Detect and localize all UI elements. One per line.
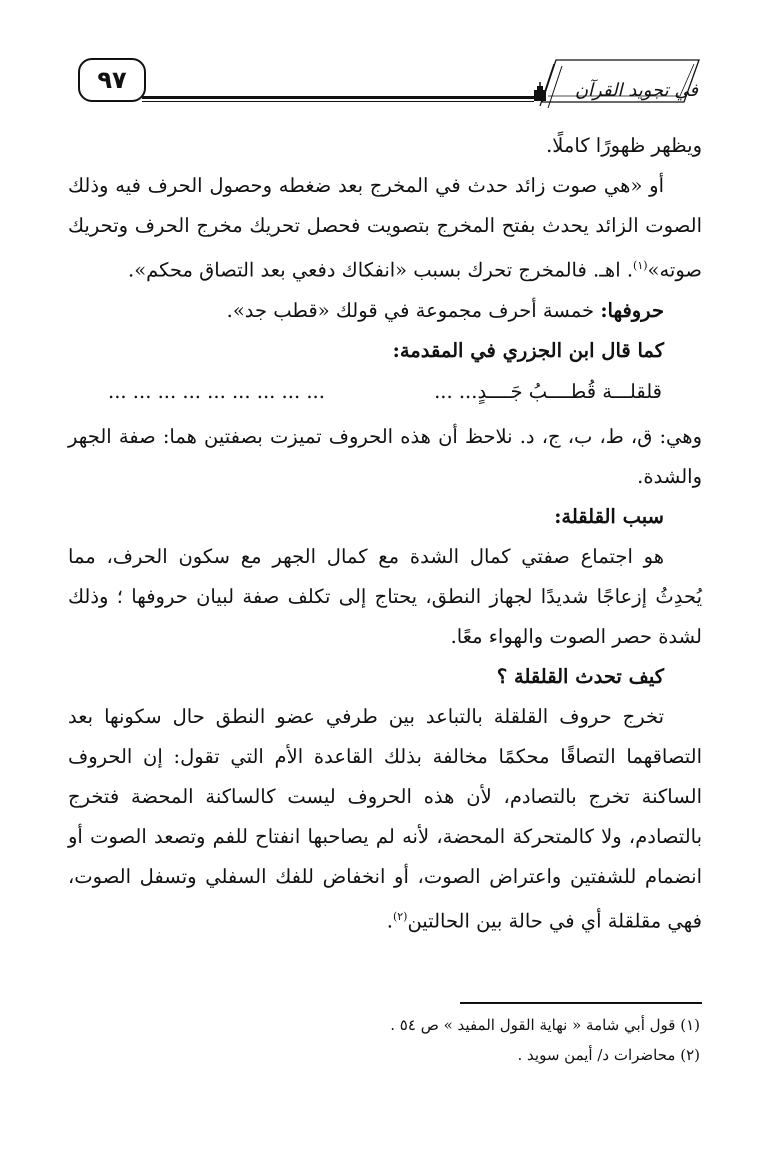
verse-hemistich-right: قلقلـــة قُطــــبُ جَــــدٍ... ... [434, 379, 662, 403]
page-number: ٩٧ [97, 66, 127, 94]
letters-label: حروفها: [600, 298, 664, 322]
text-span: . اهـ. فالمخرج تحرك بسبب «انفكاك دفعي بعد التصاق محكم». [128, 258, 634, 282]
header-rule-thin [142, 101, 534, 102]
footnote-ref: (٢) [392, 909, 408, 923]
header-rule [142, 96, 534, 99]
paragraph: هو اجتماع صفتي كمال الشدة مع كمال الجهر مع سكون الحرف، مما يُحدِثُ إزعاجًا شديدًا لجهاز النطق، يحتاج إلى تكلف صفة لبيان حروفها ؛ وذلك لشدة حصر الصوت والهواء معًا. [68, 544, 702, 648]
verse-hemistich-left: ... ... ... ... ... ... ... ... ... [108, 379, 325, 403]
section-heading: سبب القلقلة: [554, 504, 664, 528]
verse-line [68, 371, 702, 413]
text-span: خمسة أحرف مجموعة في قولك «قطب جد». [226, 298, 601, 322]
text-span: أو «هي صوت زائد حدث في المخرج بعد ضغطه وحصول الحرف فيه وذلك الصوت الزائد يحدث بفتح المخرج بتصويت فحصل تحريك مخرج الحرف وتحريك صوته» [68, 174, 702, 282]
footnote: (١) قول أبي شامة « نهاية القول المفيد » ص ٥٤ . [390, 1016, 700, 1034]
page-header [78, 52, 704, 122]
main-text [68, 126, 702, 941]
paragraph [68, 697, 702, 942]
paragraph: وهي: ق، ط، ب، ج، د. نلاحظ أن هذه الحروف تميزت بصفتين هما: صفة الجهر والشدة. [68, 424, 702, 488]
paragraph: كما قال ابن الجزري في المقدمة: [392, 338, 664, 362]
text-span: . [386, 909, 393, 932]
book-title: في تجويد القرآن [574, 80, 698, 101]
paragraph [68, 166, 702, 291]
footnote: (٢) محاضرات د/ أيمن سويد . [517, 1046, 700, 1064]
footnote-ref: (١) [633, 259, 648, 272]
section-heading: كيف تحدث القلقلة ؟ [496, 664, 664, 688]
paragraph: ويظهر ظهورًا كاملًا. [546, 134, 702, 157]
text-span: تخرج حروف القلقلة بالتباعد بين طرفي عضو النطق حال سكونها بعد التصاقهما التصاقًا محكمًا مخالفة بذلك القاعدة الأم التي تقول: إن الحروف الساكنة تخرج بالتصادم، لأن هذه الحروف ليست كالساكنة المحضة فتخرج بالتصادم، ولا كالمتحركة المحضة، لأنه لم يصاحبها انفتاح للفم وتصعد الصوت أو انضمام للشفتين واعتراض الصوت، أو انخفاض للفك السفلي وتسفل الصوت، فهي مقلقلة أي في حالة بين الحالتين [68, 704, 702, 932]
footnotes [80, 1010, 700, 1070]
paragraph [68, 291, 702, 331]
footnote-rule [460, 1002, 702, 1004]
page-number-badge [78, 58, 146, 102]
